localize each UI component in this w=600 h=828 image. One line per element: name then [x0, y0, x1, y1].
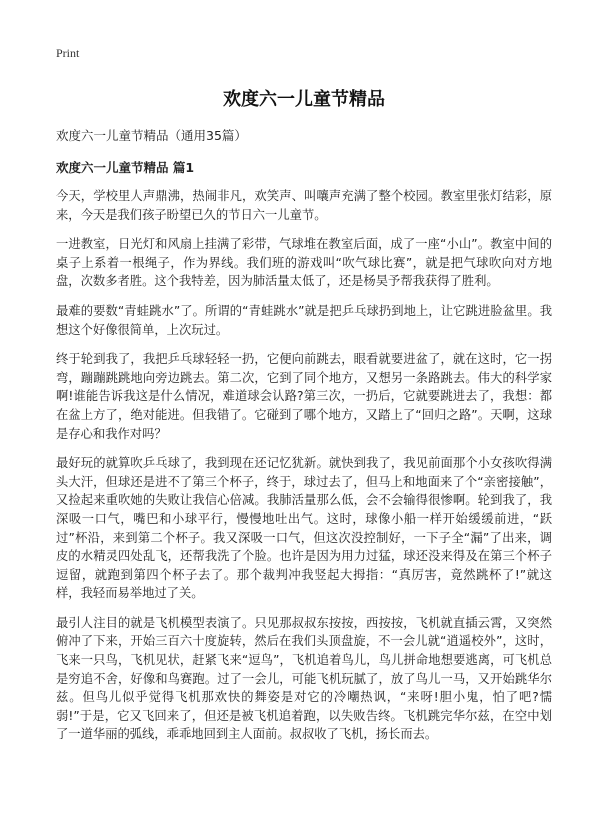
section-heading: 欢度六一儿童节精品 篇1: [56, 160, 195, 175]
paragraph: 今天，学校里人声鼎沸，热闹非凡，欢笑声、叫嚷声充满了整个校园。教室里张灯结彩，原来，今天是我们孩子盼望已久的节日六一儿童节。: [56, 189, 552, 222]
paragraph: 最引人注目的就是飞机模型表演了。只见那叔叔东按按，西按按，飞机就直插云霄，又突然俯冲了下来，开始三百六十度旋转，然后在我们头顶盘旋，不一会儿就“逍遥校外”，这时，飞来一只鸟，飞机见状，赶紧飞来“逗鸟”，飞机追着鸟儿，鸟儿拼命地想要逃离，可飞机总是穷追不舍，好像和鸟赛跑。过了一会儿，可能飞机玩腻了，放了鸟儿一马，又开始跳华尔兹。但鸟儿似乎觉得飞机那欢快的舞姿是对它的冷嘲热讽，“来呀!胆小鬼，怕了吧?懦弱!”于是，它又飞回来了，但还是被飞机追着跑，以失败告终。飞机跳完华尔兹，在空中划了一道华丽的弧线，乖乖地回到主人面前。叔叔收了飞机，扬长而去。: [56, 615, 552, 742]
page-title: 欢度六一儿童节精品: [223, 89, 385, 110]
print-label[interactable]: Print: [56, 46, 80, 60]
article-body: [56, 187, 552, 744]
paragraph: 最难的要数“青蛙跳水”了。所谓的“青蛙跳水”就是把乒乓球扔到地上，让它跳进脸盆里。我想这个好像很简单，上次玩过。: [56, 303, 552, 337]
paragraph: 终于轮到我了，我把乒乓球轻轻一扔，它便向前跳去，眼看就要进盆了，就在这时，它一拐弯，蹦蹦跳跳地向旁边跳去。第二次，它到了同个地方，又想另一条路跳去。伟大的科学家啊!谁能告诉我这是什么情况，难道球会认路?第三次，一扔后，它就要跳进去了，我想：都在盆上方了，绝对能进。但我错了。它碰到了哪个地方，又踏上了“回归之路”。天啊，这球是存心和我作对吗？: [56, 352, 552, 441]
paragraph: 一进教室，日光灯和风扇上挂满了彩带，气球堆在教室后面，成了一座“小山”。教室中间的桌子上系着一根绳子，作为界线。我们班的游戏叫“吹气球比赛”，就是把气球吹向对方地盘，次数多者胜。这个我特差，因为肺活量太低了，还是杨昊予帮我获得了胜利。: [56, 237, 552, 289]
paragraph: 最好玩的就算吹乒乓球了，我到现在还记忆犹新。就快到我了，我见前面那个小女孩吹得满头大汗，但球还是进不了第三个杯子，终于，球过去了，但马上和地面来了个“亲密接触”，又捡起来重吹她的失败让我信心倍减。我肺活量那么低，会不会输得很惨啊。轮到我了，我深吸一口气，嘴巴和小球平行，慢慢地吐出气。这时，球像小船一样开始缓缓前进，“跃过”杯沿，来到第二个杯子。我又深吸一口气，但这次没控制好，一下子全“漏”了出来，调皮的水精灵四处乱飞，还帮我洗了个脸。也许是因为用力过猛，球还没来得及在第三个杯子逗留，就跑到第四个杯子去了。那个裁判冲我竖起大拇指：“真厉害，竟然跳杯了!”就这样，我轻而易举地过了关。: [56, 456, 552, 601]
document-subtitle: 欢度六一儿童节精品（通用35篇）: [56, 128, 247, 143]
